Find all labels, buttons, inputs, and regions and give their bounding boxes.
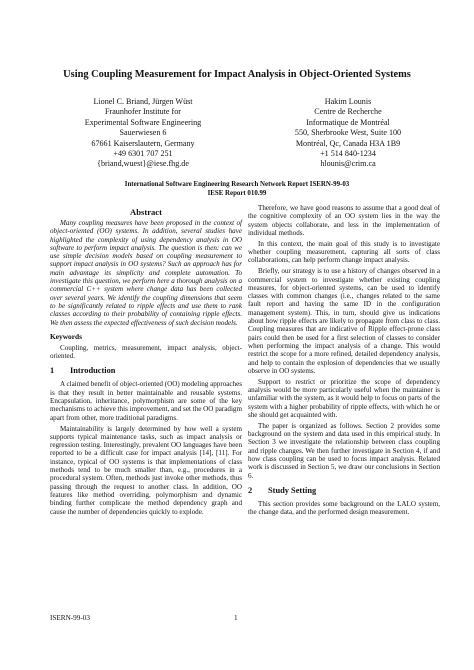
abstract-heading: Abstract bbox=[130, 207, 162, 217]
paragraph: In this context, the main goal of this study is to investigate whether coupling measurement, capturing all sorts of class collaborations, can help perform change impact analysis. bbox=[248, 239, 440, 265]
section-title: Study Setting bbox=[268, 485, 317, 495]
paragraph: This section provides some background on the LALO system, the change data, and the performed design measurement. bbox=[248, 499, 440, 517]
page-number: 1 bbox=[234, 614, 238, 622]
section-heading-introduction bbox=[50, 366, 242, 376]
paragraph: Therefore, we have good reasons to assume that a good deal of the cognitive complexity of an OO system lies in the way the system objects collaborate, and less in the implementation of individual methods. bbox=[248, 204, 440, 237]
report-line: IESE Report 010.99 bbox=[207, 189, 267, 197]
report-line: International Software Engineering Research Network Report ISERN-99-03 bbox=[124, 181, 350, 188]
paragraph: Support to restrict or prioritize the scope of dependency analysis would be more particularly useful when the maintainer is unfamiliar with the system, as it would help to focus on parts of the system with a higher probability of ripple effects, with which he or she should get acquainted with. bbox=[248, 377, 440, 419]
paragraph: The paper is organized as follows. Section 2 provides some background on the system and data used in this empirical study. In Section 3 we investigate the relationship between class coupling and ripple changes. We then further investigate in Section 4, if and how class coupling can be used to focus impact analysis. Related work is discussed in Section 5, we draw our conclusions in Section 6. bbox=[248, 421, 440, 480]
right-column bbox=[248, 204, 440, 519]
section-heading-study-setting bbox=[248, 486, 440, 496]
paragraph: Maintainability is largely determined by how well a system supports typical maintenance tasks, such as impact analysis or regression testing. Interestingly, prevalent OO languages have been reported to be a difficult case for impact analysis [14], [11]. For instance, typical of OO systems is that implementations of class methods tend to be much smaller than, e.g., procedures in a procedural system. Often, methods just invoke other methods, thus passing through the request to another class. In addition, OO features like method overriding, polymorphism and dynamic binding further complicate the method dependency graph and cause the number of dependencies quickly to explode. bbox=[50, 424, 242, 516]
keywords-heading: Keywords bbox=[50, 331, 83, 341]
footer-report-id: ISERN-99-03 bbox=[50, 614, 90, 622]
paragraph: A claimed benefit of object-oriented (OO) modeling approaches is that they result in better maintainable and reusable systems. Encapsulation, inheritance, polymorphism are some of the key mechanisms to achieve this improvement, and set the OO paradigm apart from other, more traditional paradigms. bbox=[50, 380, 242, 422]
paper-title: Using Coupling Measurement for Impact Analysis in Object-Oriented Systems bbox=[63, 69, 411, 80]
keywords-text: Coupling, metrics, measurement, impact analysis, object-oriented. bbox=[50, 343, 242, 361]
author-line: 550, Sherbrooke West, Suite 100 bbox=[294, 128, 402, 138]
author-line: Fraunhofer Institute for bbox=[105, 107, 181, 117]
paragraph: Briefly, our strategy is to use a history of changes observed in a commercial system to investigate whether existing coupling measures, for object-oriented systems, can be used to identify classes with common changes (i.e., changes related to the same fault report and having the same ID in the configuration management system). This, in turn, should give us indications about how ripple effects are likely to propagate from class to class. Coupling measures that are indicative of Ripple effect-prone class pairs could then be used for a first selection of classes to consider when performing the impact analysis of a change. This would restrict the scope for a more refined, detailed dependency analysis, and help to contain the explosion of dependencies that we usually observe in OO systems. bbox=[248, 267, 440, 375]
left-column bbox=[50, 207, 242, 518]
section-number: 2 bbox=[248, 485, 253, 495]
section-number: 1 bbox=[50, 366, 55, 376]
author-line: Informatique de Montréal bbox=[306, 117, 390, 127]
author-line: Montréal, Qc, Canada H3A 1B9 bbox=[295, 138, 401, 148]
author-line: 67661 Kaiserslautern, Germany bbox=[91, 138, 195, 148]
report-info bbox=[60, 181, 414, 198]
author-line: +49 6301 707 251 bbox=[113, 149, 173, 159]
author-block-right bbox=[262, 97, 434, 170]
author-email: hlounis@crim.ca bbox=[320, 159, 376, 169]
author-line: Lionel C. Briand, Jürgen Wüst bbox=[93, 97, 193, 106]
author-block-left bbox=[58, 97, 228, 170]
abstract-text: Many coupling measures have been proposed in the context of object-oriented (OO) systems. In addition, several studies have highlighted the complexity of using dependency analysis in OO software to perform impact analysis. The question is then: can we use simple decision models based on coupling measurement to support impact analysis in OO systems? Such an approach has for main advantage its simplicity and complete automation. To investigate this question, we perform here a thorough analysis on a commercial C++ system where change data has been collected over several years. We identify the coupling dimensions that seem to be significantly related to ripple effects and use them to rank classes according to their probability of containing ripple effects. We then assess the expected effectiveness of such decision models. bbox=[50, 219, 242, 327]
author-line: Experimental Software Engineering bbox=[84, 117, 202, 127]
author-line: +1 514 840-1234 bbox=[320, 149, 376, 159]
author-line: Sauerwiesen 6 bbox=[119, 128, 167, 138]
author-line: Hakim Lounis bbox=[324, 97, 372, 106]
author-email: {briand,wuest}@iese.fhg.de bbox=[97, 159, 189, 169]
section-title: Introduction bbox=[70, 366, 116, 376]
author-line: Centre de Recherche bbox=[314, 107, 382, 117]
